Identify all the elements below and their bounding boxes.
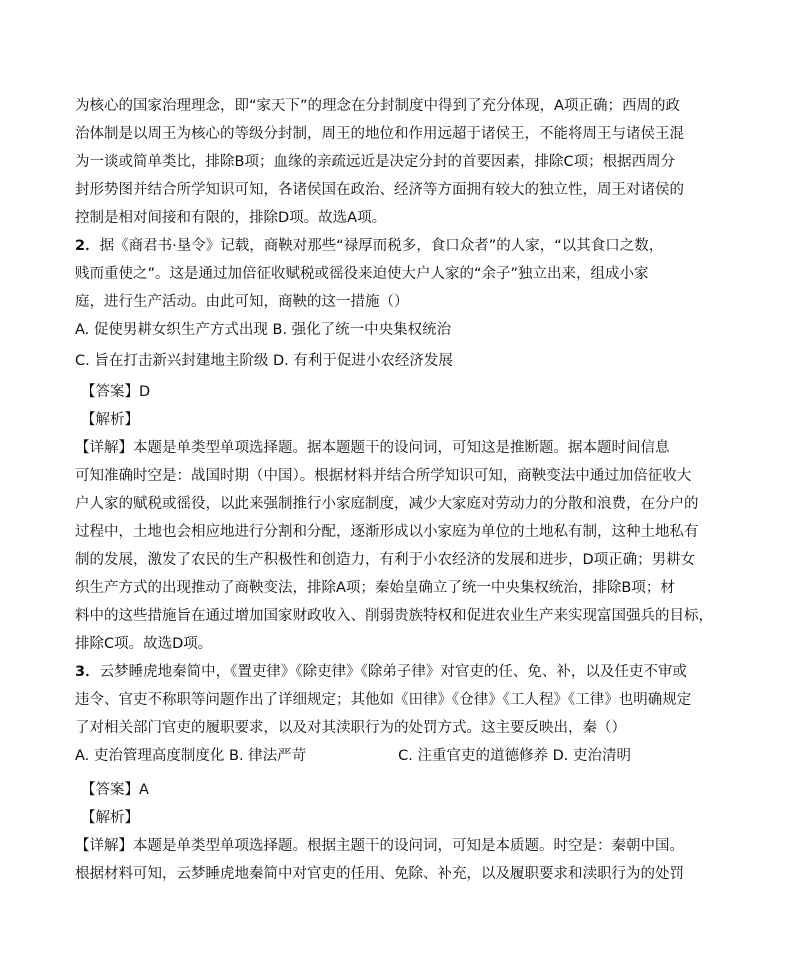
options-a-b: A. 促使男耕女织生产方式出现 B. 强化了统一中央集权统治 [75, 322, 452, 338]
analysis-label: 【解析】 [81, 810, 139, 826]
question-stem-line: 违令、官吏不称职等问题作出了详细规定；其他如《田律》《仓律》《工人程》《工律》也明确规定 [75, 692, 692, 708]
text-line: 为一谈或简单类比，排除B项；血缘的亲疏远近是决定分封的首要因素，排除C项；根据西周分 [75, 154, 676, 170]
text-line: 封形势图并结合所学知识可知，各诸侯国在政治、经济等方面拥有较大的独立性，周王对诸侯的 [75, 182, 684, 198]
options-row [75, 316, 733, 347]
explanation-line: 可知准确时空是：战国时期（中国）。根据材料并结合所学知识可知，商鞅变法中通过加倍征收大 [75, 468, 692, 484]
explanation-line: 过程中，土地也会相应地进行分割和分配，逐渐形成以小家庭为单位的土地私有制，这种土地私有 [75, 524, 699, 540]
question-number: 2． [75, 238, 100, 254]
text-line: 治体制是以周王为核心的等级分封制，周王的地位和作用远超于诸侯王，不能将周王与诸侯王混 [75, 126, 684, 142]
question-stem-line: 了对相关部门官吏的履职要求，以及对其渎职行为的处罚方式。这主要反映出，秦（） [75, 720, 626, 736]
explanation-line: 【详解】本题是单类型单项选择题。根据主题干的设问词，可知是本质题。时空是：秦朝中国。 [75, 838, 684, 854]
text-line: 为核心的国家治理理念，即“家天下”的理念在分封制度中得到了充分体现，A项正确；西周的政 [75, 98, 680, 114]
question-number: 3． [75, 664, 100, 680]
question-stem-text: 据《商君书·垦令》记载，商鞅对那些“禄厚而税多，食口众者”的人家，“以其食口之数， [99, 238, 664, 254]
explanation-line: 【详解】本题是单类型单项选择题。据本题题干的设问词，可知这是推断题。据本题时间信息 [75, 440, 670, 456]
question-stem-text: 云梦睡虎地秦简中，《置吏律》《除吏律》《除弟子律》对官吏的任、免、补，以及任吏不审或 [99, 664, 687, 680]
explanation-line: 织生产方式的出现推动了商鞅变法，排除A项；秦始皇确立了统一中央集权统治，排除B项；材 [75, 580, 675, 596]
previous-question-explanation [75, 92, 733, 232]
question-stem-line: 贱而重使之”。这是通过加倍征收赋税或徭役来迫使大户人家的“余子”独立出来，组成小家 [75, 266, 649, 282]
options-c-d: C. 旨在打击新兴封建地主阶级 D. 有利于促进小农经济发展 [75, 353, 453, 369]
explanation-line: 根据材料可知，云梦睡虎地秦简中对官吏的任用、免除、补充，以及履职要求和渎职行为的处罚 [75, 866, 684, 882]
answer-label: 【答案】D [81, 384, 151, 400]
question-2 [75, 232, 733, 658]
options-c-d: C. 注重官吏的道德修养 D. 吏治清明 [398, 748, 632, 764]
question-stem-line: 庭，进行生产活动。由此可知，商鞅的这一措施（） [75, 294, 409, 310]
question-stem-line [75, 232, 733, 260]
answer-label: 【答案】A [81, 782, 149, 798]
explanation-line: 户人家的赋税或徭役，以此来强制推行小家庭制度，减少大家庭对劳动力的分散和浪费，在分户的 [75, 496, 699, 512]
explanation-line: 料中的这些措施旨在通过增加国家财政收入、削弱贵族特权和促进农业生产来实现富国强兵的目标， [75, 608, 713, 624]
options-a-b: A. 吏治管理高度制度化 B. 律法严苛 [75, 748, 307, 764]
text-line: 控制是相对间接和有限的，排除D项。故选A项。 [75, 210, 387, 226]
options-row [75, 347, 733, 378]
question-3 [75, 658, 733, 888]
options-row [75, 742, 733, 773]
explanation-line: 排除C项。故选D项。 [75, 636, 213, 652]
analysis-label: 【解析】 [81, 412, 139, 428]
question-stem-line [75, 658, 733, 686]
explanation-line: 制的发展，激发了农民的生产积极性和创造力，有利于小农经济的发展和进步，D项正确；男耕女 [75, 552, 696, 568]
